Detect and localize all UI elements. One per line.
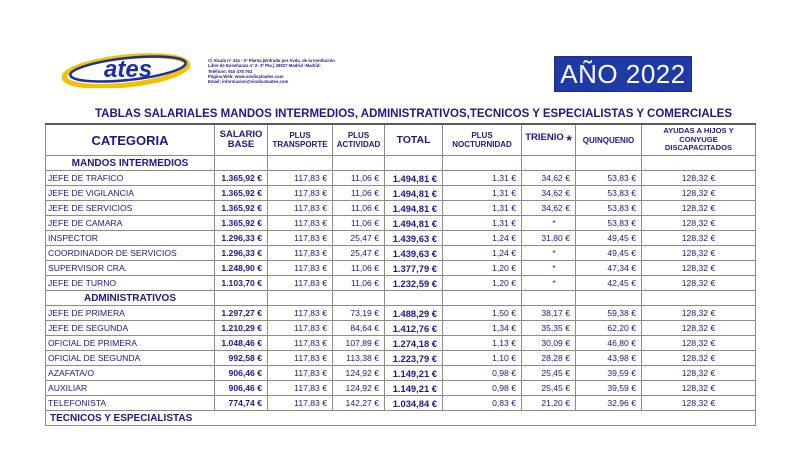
ayudas-cell: 128,32 € — [642, 396, 756, 411]
salario-cell: 1.365,92 € — [215, 171, 268, 186]
nocturnidad-cell: 1,24 € — [443, 246, 522, 261]
trienio-cell: 28,28 € — [522, 351, 576, 366]
quinquenio-cell: 62,20 € — [576, 321, 642, 336]
col-header-nocturnidad: PLUS NOCTURNIDAD — [443, 124, 522, 156]
nocturnidad-cell: 0,98 € — [443, 366, 522, 381]
total-cell: 1.034,84 € — [385, 396, 443, 411]
quinquenio-cell: 53,83 € — [576, 201, 642, 216]
transporte-cell: 117,83 € — [268, 321, 333, 336]
nocturnidad-cell: 1,34 € — [443, 321, 522, 336]
col-header-total: TOTAL — [385, 124, 443, 156]
ayudas-cell: 128,32 € — [642, 261, 756, 276]
categoria-cell: OFICIAL DE SEGUNDA — [46, 351, 215, 366]
trienio-cell: * — [522, 216, 576, 231]
nocturnidad-cell: 0,83 € — [443, 396, 522, 411]
categoria-cell: JEFE DE VIGILANCIA — [46, 186, 215, 201]
table-row — [46, 366, 756, 381]
categoria-cell: JEFE DE SEGUNDA — [46, 321, 215, 336]
total-cell: 1.149,21 € — [385, 366, 443, 381]
logo-text: ates — [104, 56, 153, 83]
empty-cell — [642, 156, 756, 171]
trienio-cell: * — [522, 261, 576, 276]
ayudas-cell: 128,32 € — [642, 231, 756, 246]
nocturnidad-cell: 1,50 € — [443, 306, 522, 321]
transporte-cell: 117,83 € — [268, 201, 333, 216]
quinquenio-cell: 47,34 € — [576, 261, 642, 276]
nocturnidad-cell: 1,31 € — [443, 171, 522, 186]
salario-cell: 1.248,90 € — [215, 261, 268, 276]
address-line: Libre de Enseñanza nº 2- 3º Pta.) 28027 Madrid -Madrid- — [208, 63, 321, 69]
transporte-cell: 117,83 € — [268, 336, 333, 351]
actividad-cell: 11,06 € — [333, 186, 385, 201]
categoria-cell: JEFE DE SERVICIOS — [46, 201, 215, 216]
empty-cell — [333, 291, 385, 306]
trienio-cell: 31,80 € — [522, 231, 576, 246]
empty-cell — [268, 156, 333, 171]
transporte-cell: 117,83 € — [268, 396, 333, 411]
trienio-asterisk: * — [566, 132, 572, 148]
col-header-quinquenio: QUINQUENIO — [576, 124, 642, 156]
actividad-cell: 11,06 € — [333, 201, 385, 216]
salario-cell: 1.296,33 € — [215, 246, 268, 261]
empty-cell — [522, 291, 576, 306]
table-row — [46, 261, 756, 276]
nocturnidad-cell: 1,10 € — [443, 351, 522, 366]
section-title: TECNICOS Y ESPECIALISTAS — [46, 411, 756, 426]
table-row — [46, 336, 756, 351]
salario-cell: 906,46 € — [215, 381, 268, 396]
quinquenio-cell: 43,98 € — [576, 351, 642, 366]
table-row — [46, 216, 756, 231]
actividad-cell: 107,89 € — [333, 336, 385, 351]
transporte-cell: 117,83 € — [268, 246, 333, 261]
actividad-cell: 11,06 € — [333, 276, 385, 291]
ayudas-cell: 128,32 € — [642, 246, 756, 261]
table-row — [46, 201, 756, 216]
quinquenio-cell: 39,59 € — [576, 366, 642, 381]
trienio-cell: 35,35 € — [522, 321, 576, 336]
actividad-cell: 11,06 € — [333, 216, 385, 231]
ayudas-cell: 128,32 € — [642, 216, 756, 231]
empty-cell — [215, 291, 268, 306]
categoria-cell: AZAFATA/O — [46, 366, 215, 381]
table-row — [46, 321, 756, 336]
quinquenio-cell: 53,83 € — [576, 171, 642, 186]
categoria-cell: JEFE DE PRIMERA — [46, 306, 215, 321]
total-cell: 1.494,81 € — [385, 201, 443, 216]
actividad-cell: 124,92 € — [333, 381, 385, 396]
salario-cell: 774,74 € — [215, 396, 268, 411]
ayudas-cell: 128,32 € — [642, 336, 756, 351]
total-cell: 1.494,81 € — [385, 186, 443, 201]
transporte-cell: 117,83 € — [268, 276, 333, 291]
categoria-cell: COORDINADOR DE SERVICIOS — [46, 246, 215, 261]
phone-line: Teléfono: 915 478 763 — [208, 68, 253, 74]
salario-cell: 992,58 € — [215, 351, 268, 366]
trienio-cell: 25,45 € — [522, 366, 576, 381]
table-header-row — [46, 124, 756, 156]
quinquenio-cell: 42,45 € — [576, 276, 642, 291]
table-row — [46, 396, 756, 411]
empty-cell — [443, 156, 522, 171]
empty-cell — [642, 291, 756, 306]
ayudas-cell: 128,32 € — [642, 351, 756, 366]
salario-cell: 1.103,70 € — [215, 276, 268, 291]
section-title: MANDOS INTERMEDIOS — [46, 156, 215, 171]
total-cell: 1.488,29 € — [385, 306, 443, 321]
categoria-cell: TELEFONISTA — [46, 396, 215, 411]
transporte-cell: 117,83 € — [268, 216, 333, 231]
total-cell: 1.232,59 € — [385, 276, 443, 291]
nocturnidad-cell: 0,98 € — [443, 381, 522, 396]
actividad-cell: 25,47 € — [333, 246, 385, 261]
actividad-cell: 113,38 € — [333, 351, 385, 366]
section-title: ADMINISTRATIVOS — [46, 291, 215, 306]
ayudas-cell: 128,32 € — [642, 381, 756, 396]
ayudas-cell: 128,32 € — [642, 276, 756, 291]
categoria-cell: JEFE DE CAMARA — [46, 216, 215, 231]
address-line: C/ Alcalá nº 414 - 3ª Planta (Entrada por Avda. de la Institución — [208, 58, 335, 63]
transporte-cell: 117,83 € — [268, 261, 333, 276]
salario-cell: 1.296,33 € — [215, 231, 268, 246]
empty-cell — [576, 291, 642, 306]
col-header-actividad: PLUS ACTIVIDAD — [333, 124, 385, 156]
table-row — [46, 351, 756, 366]
col-header-salario: SALARIO BASE — [215, 124, 268, 156]
nocturnidad-cell: 1,31 € — [443, 216, 522, 231]
year-badge: AÑO 2022 — [554, 56, 692, 92]
trienio-cell: * — [522, 246, 576, 261]
total-cell: 1.149,21 € — [385, 381, 443, 396]
salario-cell: 906,46 € — [215, 366, 268, 381]
actividad-cell: 25,47 € — [333, 231, 385, 246]
transporte-cell: 117,83 € — [268, 231, 333, 246]
nocturnidad-cell: 1,20 € — [443, 261, 522, 276]
salario-cell: 1.365,92 € — [215, 201, 268, 216]
total-cell: 1.439,63 € — [385, 231, 443, 246]
empty-cell — [522, 156, 576, 171]
address-block — [208, 58, 388, 84]
total-cell: 1.223,79 € — [385, 351, 443, 366]
ates-logo — [62, 50, 198, 88]
table-row — [46, 186, 756, 201]
salary-table — [45, 123, 756, 426]
table-row — [46, 381, 756, 396]
nocturnidad-cell: 1,31 € — [443, 186, 522, 201]
total-cell: 1.494,81 € — [385, 171, 443, 186]
nocturnidad-cell: 1,24 € — [443, 231, 522, 246]
quinquenio-cell: 49,45 € — [576, 231, 642, 246]
categoria-cell: SUPERVISOR CRA. — [46, 261, 215, 276]
nocturnidad-cell: 1,20 € — [443, 276, 522, 291]
page-title: TABLAS SALARIALES MANDOS INTERMEDIOS, ADMINISTRATIVOS,TECNICOS Y ESPECIALISTAS Y COMERCIALES — [95, 108, 733, 120]
email-line: Email: informacion@sindicatoates.com — [208, 79, 289, 85]
col-header-transporte: PLUS TRANSPORTE — [268, 124, 333, 156]
col-header-ayudas: AYUDAS A HIJOS Y CONYUGE DISCAPACITADOS — [642, 124, 756, 156]
actividad-cell: 11,06 € — [333, 261, 385, 276]
section-header-row — [46, 156, 756, 171]
ayudas-cell: 128,32 € — [642, 321, 756, 336]
ayudas-cell: 128,32 € — [642, 186, 756, 201]
table-row — [46, 231, 756, 246]
categoria-cell: OFICIAL DE PRIMERA — [46, 336, 215, 351]
nocturnidad-cell: 1,13 € — [443, 336, 522, 351]
total-cell: 1.439,63 € — [385, 246, 443, 261]
transporte-cell: 117,83 € — [268, 171, 333, 186]
trienio-cell: 34,62 € — [522, 201, 576, 216]
trienio-label: TRIENIO — [525, 132, 564, 143]
actividad-cell: 84,64 € — [333, 321, 385, 336]
section-header-row — [46, 411, 756, 426]
salario-cell: 1.210,29 € — [215, 321, 268, 336]
categoria-cell: JEFE DE TRAFICO — [46, 171, 215, 186]
table-row — [46, 306, 756, 321]
quinquenio-cell: 32,96 € — [576, 396, 642, 411]
trienio-cell: 34,62 € — [522, 186, 576, 201]
ayudas-cell: 128,32 € — [642, 366, 756, 381]
trienio-cell: * — [522, 276, 576, 291]
quinquenio-cell: 39,59 € — [576, 381, 642, 396]
empty-cell — [576, 156, 642, 171]
empty-cell — [443, 291, 522, 306]
total-cell: 1.494,81 € — [385, 216, 443, 231]
actividad-cell: 124,92 € — [333, 366, 385, 381]
empty-cell — [333, 156, 385, 171]
salario-cell: 1.365,92 € — [215, 216, 268, 231]
quinquenio-cell: 46,80 € — [576, 336, 642, 351]
empty-cell — [268, 291, 333, 306]
empty-cell — [385, 156, 443, 171]
quinquenio-cell: 59,38 € — [576, 306, 642, 321]
transporte-cell: 117,83 € — [268, 186, 333, 201]
website-line: Página Web: www.sindicatoates.com — [208, 73, 284, 79]
trienio-cell: 30,09 € — [522, 336, 576, 351]
salario-cell: 1.365,92 € — [215, 186, 268, 201]
trienio-cell: 25,45 € — [522, 381, 576, 396]
actividad-cell: 73,19 € — [333, 306, 385, 321]
total-cell: 1.377,79 € — [385, 261, 443, 276]
transporte-cell: 117,83 € — [268, 351, 333, 366]
quinquenio-cell: 53,83 € — [576, 186, 642, 201]
salario-cell: 1.048,46 € — [215, 336, 268, 351]
quinquenio-cell: 49,45 € — [576, 246, 642, 261]
ayudas-cell: 128,32 € — [642, 306, 756, 321]
nocturnidad-cell: 1,31 € — [443, 201, 522, 216]
transporte-cell: 117,83 € — [268, 306, 333, 321]
empty-cell — [385, 291, 443, 306]
trienio-cell: 38,17 € — [522, 306, 576, 321]
col-header-trienio — [522, 124, 576, 156]
table-row — [46, 276, 756, 291]
actividad-cell: 142,27 € — [333, 396, 385, 411]
categoria-cell: JEFE DE TURNO — [46, 276, 215, 291]
ayudas-cell: 128,32 € — [642, 201, 756, 216]
categoria-cell: AUXILIAR — [46, 381, 215, 396]
ayudas-cell: 128,32 € — [642, 171, 756, 186]
total-cell: 1.274,18 € — [385, 336, 443, 351]
total-cell: 1.412,76 € — [385, 321, 443, 336]
col-header-categoria: CATEGORIA — [46, 124, 215, 156]
trienio-cell: 34,62 € — [522, 171, 576, 186]
section-header-row — [46, 291, 756, 306]
actividad-cell: 11,06 € — [333, 171, 385, 186]
table-row — [46, 171, 756, 186]
empty-cell — [215, 156, 268, 171]
categoria-cell: INSPECTOR — [46, 231, 215, 246]
salario-cell: 1.297,27 € — [215, 306, 268, 321]
transporte-cell: 117,83 € — [268, 366, 333, 381]
trienio-cell: 21,20 € — [522, 396, 576, 411]
quinquenio-cell: 53,83 € — [576, 216, 642, 231]
table-row — [46, 246, 756, 261]
transporte-cell: 117,83 € — [268, 381, 333, 396]
